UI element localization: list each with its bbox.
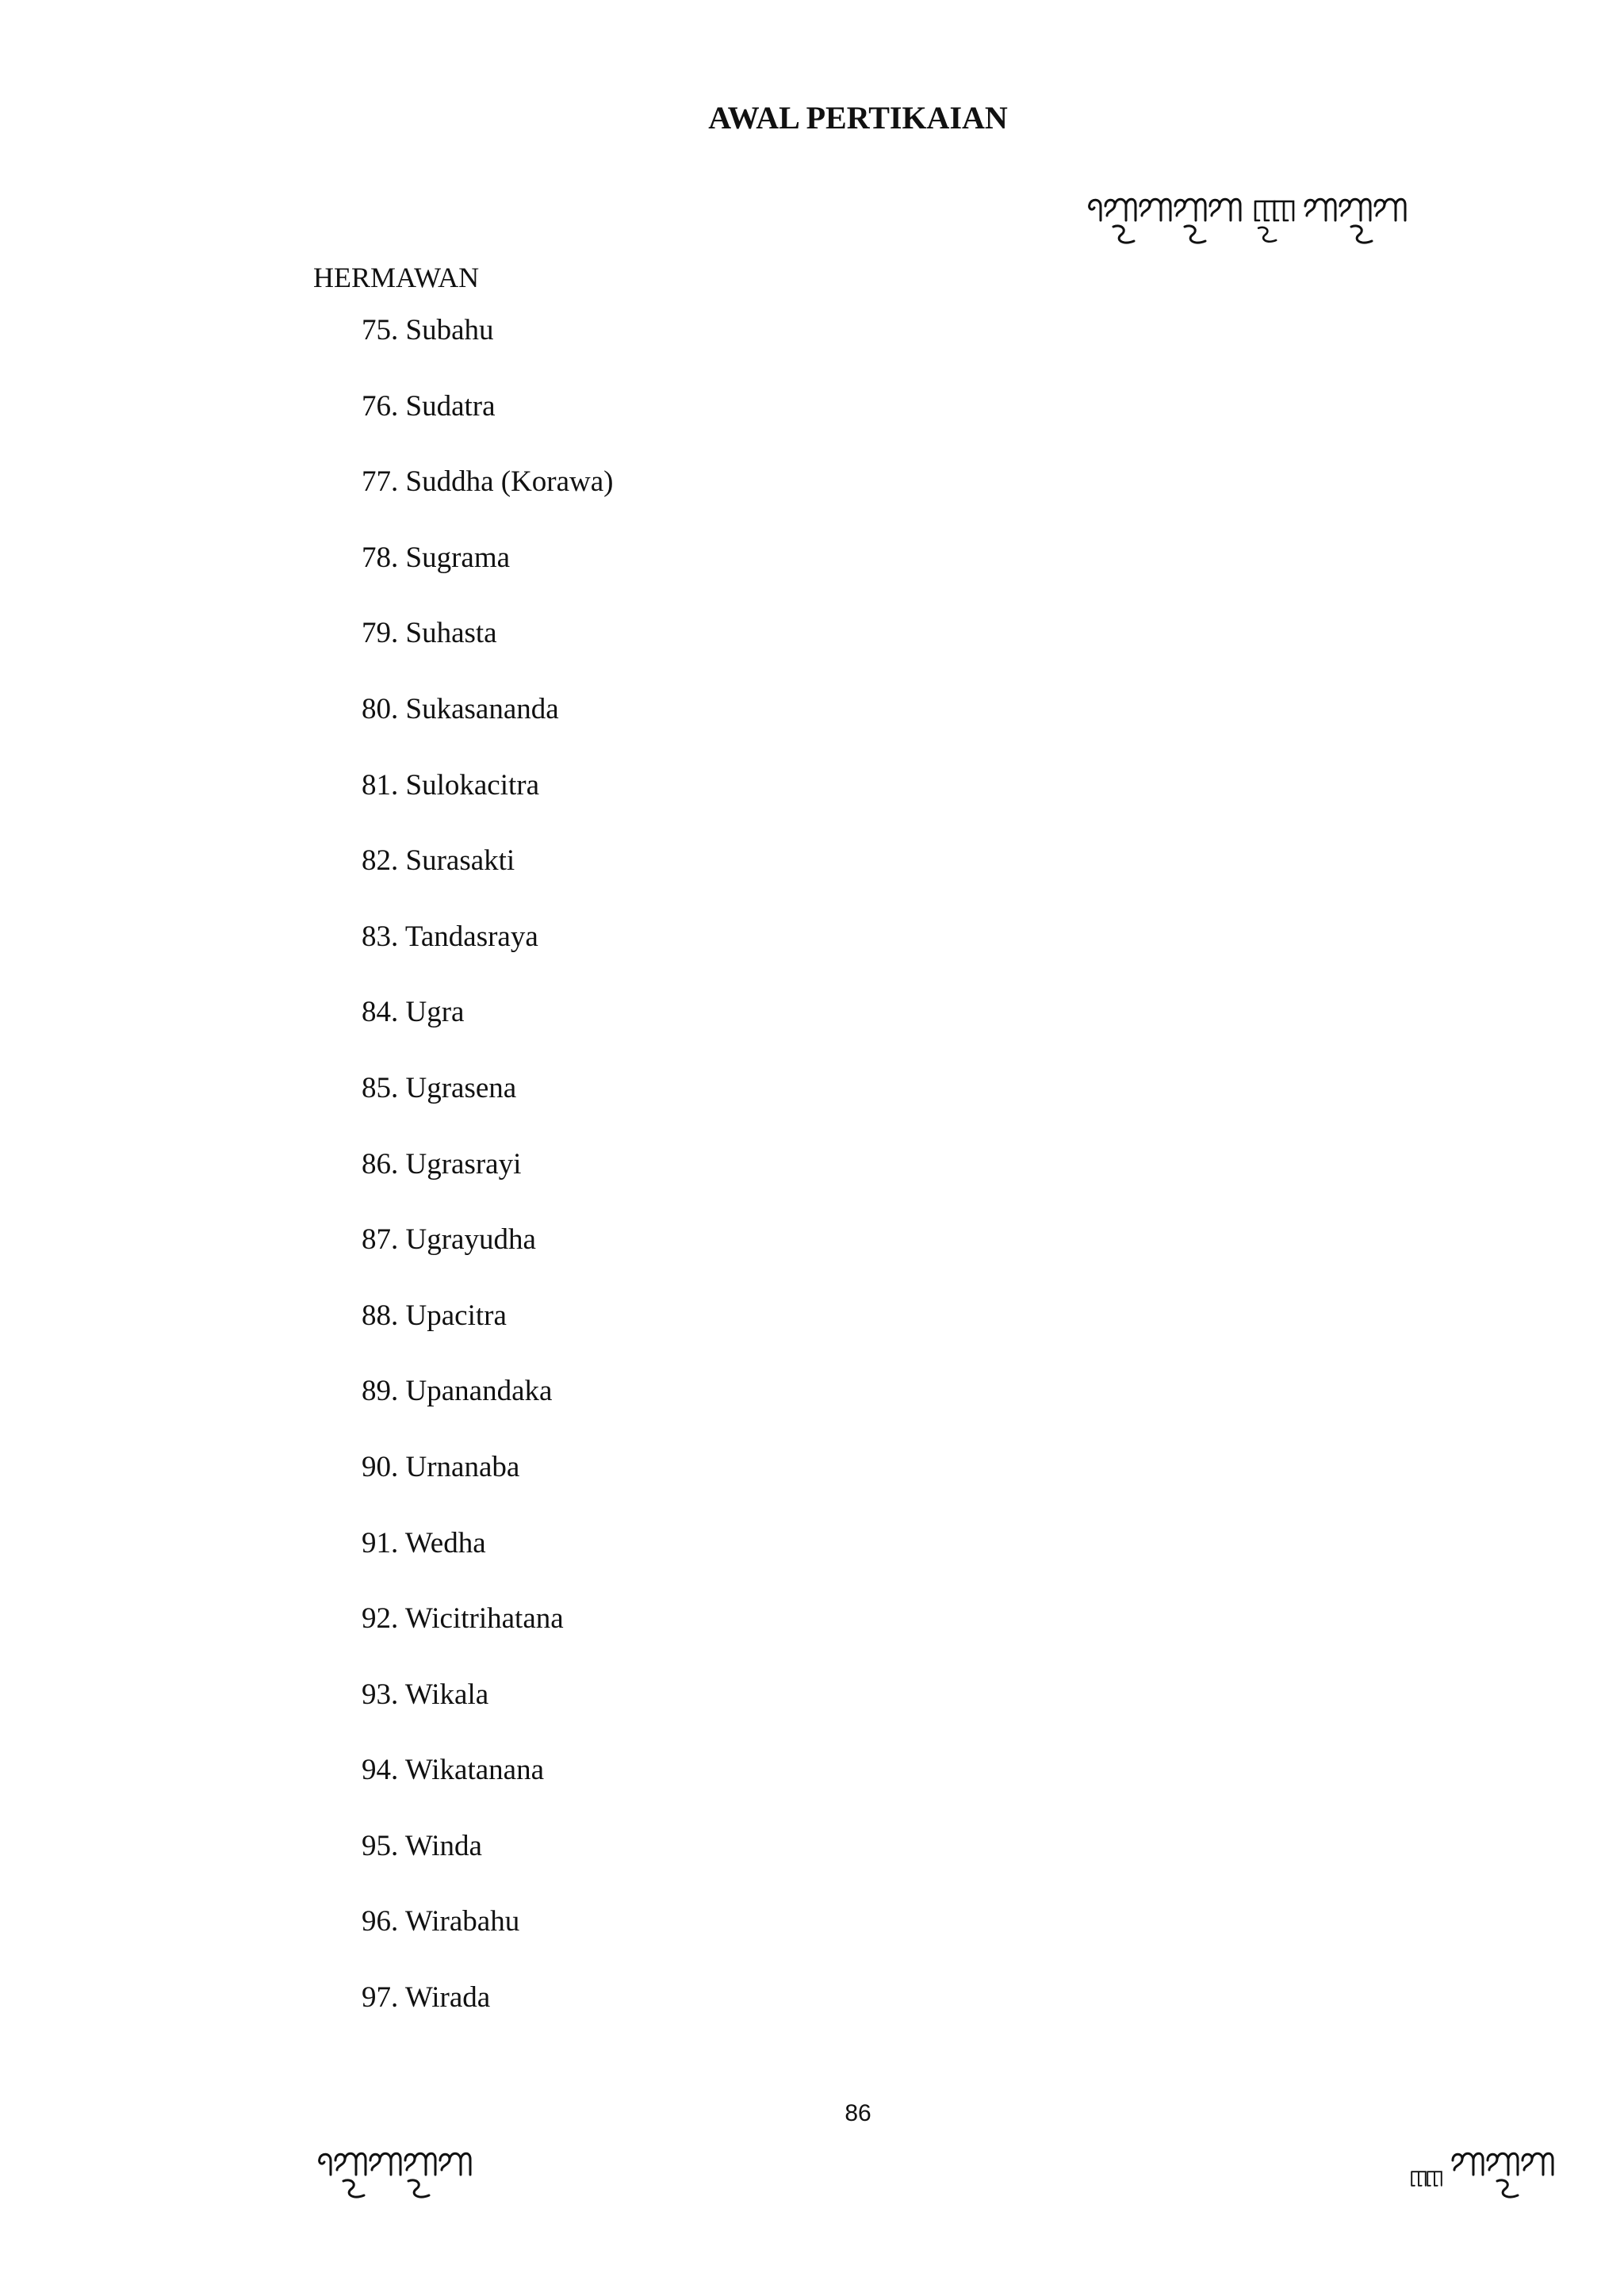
- list-item: 91. Wedha: [362, 1526, 486, 1559]
- list-item: 88. Upacitra: [362, 1299, 507, 1332]
- list-item: 86. Ugrasrayi: [362, 1147, 522, 1181]
- list-item: 77. Suddha (Korawa): [362, 465, 614, 499]
- javanese-script-header: [1085, 189, 1410, 254]
- list-item: 75. Subahu: [362, 314, 494, 346]
- list-item: 89. Upanandaka: [362, 1375, 553, 1408]
- page-number: 86: [845, 2100, 871, 2126]
- list-item: 85. Ugrasena: [362, 1071, 517, 1104]
- list-item: 97. Wirada: [362, 1981, 491, 2015]
- name-list: [362, 293, 614, 2036]
- author-name: HERMAWAN: [313, 262, 480, 293]
- list-item: 84. Ugra: [362, 996, 465, 1029]
- list-item: 94. Wikatanana: [362, 1754, 545, 1787]
- list-item: 87. Ugrayudha: [362, 1223, 536, 1257]
- list-item: 90. Urnanaba: [362, 1450, 520, 1483]
- list-item: 78. Sugrama: [362, 541, 511, 574]
- list-item: 79. Suhasta: [362, 617, 497, 650]
- list-item: 92. Wicitrihatana: [362, 1602, 564, 1636]
- javanese-script-footer-left: [315, 2143, 489, 2205]
- list-item: 93. Wikala: [362, 1678, 489, 1711]
- list-item: 95. Winda: [362, 1829, 482, 1862]
- list-item: 83. Tandasraya: [362, 920, 538, 953]
- page-title: AWAL PERTIKAIAN: [708, 100, 1008, 136]
- javanese-script-footer-right: [1410, 2143, 1561, 2205]
- list-item: 80. Sukasananda: [362, 692, 559, 725]
- list-item: 96. Wirabahu: [362, 1905, 520, 1938]
- list-item: 81. Sulokacitra: [362, 768, 540, 802]
- list-item: 76. Sudatra: [362, 389, 496, 423]
- list-item: 82. Surasakti: [362, 844, 515, 878]
